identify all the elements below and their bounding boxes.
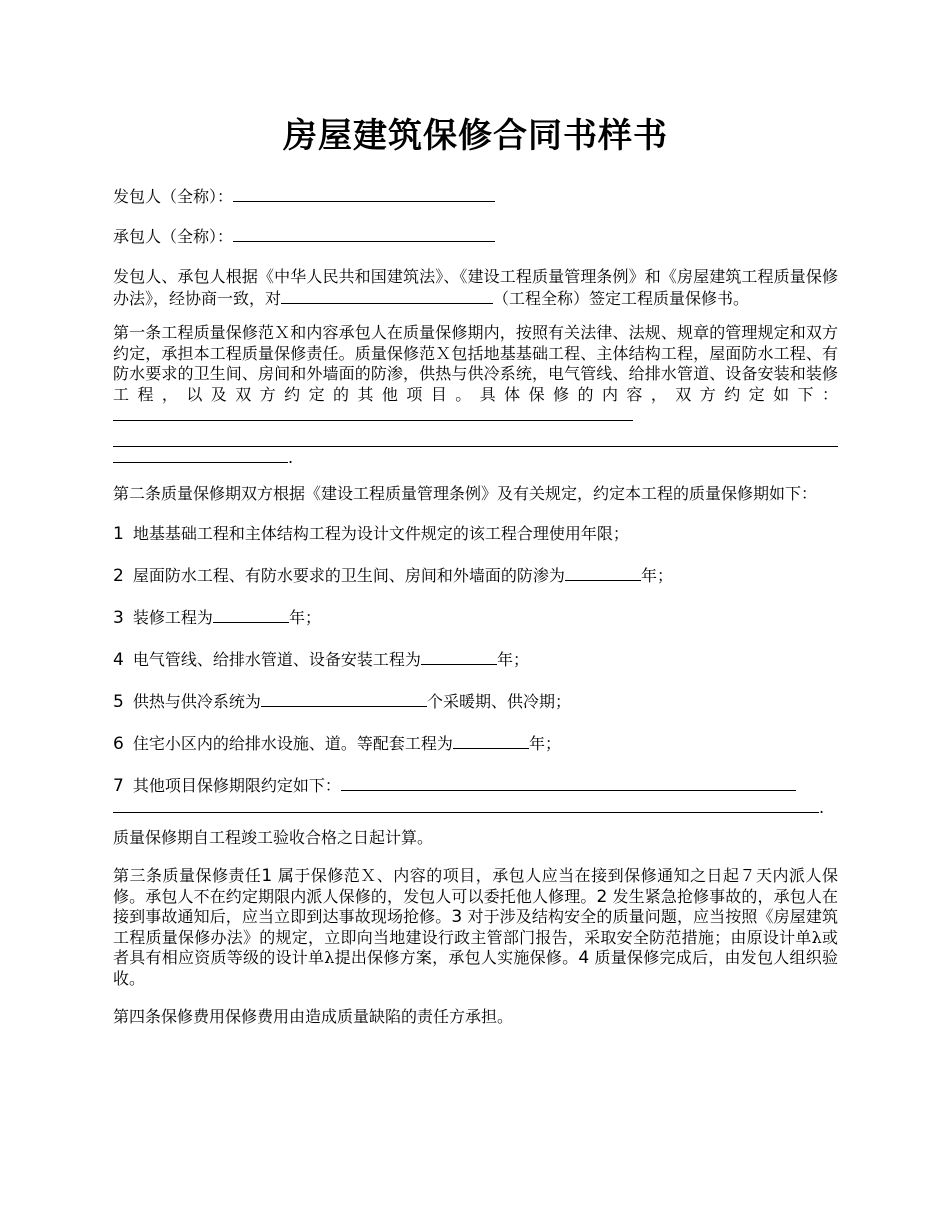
period-item-7: [113, 775, 838, 818]
article-3-text: [113, 866, 838, 989]
item-5-blank[interactable]: [261, 691, 427, 707]
period-item-6: [113, 733, 838, 755]
responsibility-3: 对于涉及结构安全的质量问题，应当按照《房屋建筑工程质量保修办法》的规定，立即向当地建设行政主管部门报告，采取安全防范措施；由原设计单λ或者具有相应资质等级的设计单λ提出保修方案，承包人实施保修。: [113, 907, 838, 967]
employer-blank[interactable]: [233, 186, 495, 202]
item-text: 住宅小区内的给排水设施、道。等配套工程为: [132, 733, 453, 753]
article-1-period: .: [288, 447, 294, 467]
item-text: 装修工程为: [132, 607, 213, 627]
period-item-1: [113, 523, 838, 545]
item-number: 2: [113, 565, 124, 586]
item-suffix: 个采暖期、供冷期；: [426, 691, 571, 711]
responsibility-number-1: 1: [261, 866, 273, 886]
article-1-blank-line[interactable]: [113, 427, 838, 447]
item-suffix: 年；: [640, 565, 673, 585]
item-3-blank[interactable]: [213, 607, 289, 623]
employer-field-row: [113, 186, 838, 208]
article-1-blank-inline[interactable]: [113, 405, 633, 421]
responsibility-2: 发生紧急抢修事故的，承包人在接到事故通知后，应当立即到达事故现场抢修。: [113, 886, 838, 926]
item-7-blank-end[interactable]: [113, 797, 819, 813]
contractor-blank[interactable]: [233, 226, 495, 242]
responsibility-1: 属于保修范Ｘ、内容的项目，承包人应当在接到保修通知之日起７天内派人保修。承包人不在约定期限内派人保修的，发包人可以委托他人修理。: [113, 866, 838, 906]
period-item-7-line: [113, 775, 838, 797]
responsibility-4: 质量保修完成后，由发包人组织验收。: [113, 948, 838, 988]
item-7-period: .: [819, 797, 825, 817]
intro-paragraph: [113, 267, 838, 309]
item-number: 3: [113, 607, 124, 628]
employer-label: 发包人（全称）：: [113, 187, 234, 206]
period-item-5: [113, 691, 838, 713]
contractor-field-row: [113, 226, 838, 248]
article-2-text: 第二条质量保修期双方根据《建设工程质量管理条例》及有关规定，约定本工程的质量保修期如下：: [113, 484, 818, 503]
responsibility-number-4: 4: [578, 948, 590, 968]
item-text: 电气管线、给排水管道、设备安装工程为: [132, 649, 421, 669]
warranty-note: 质量保修期自工程竣工验收合格之日起计算。: [113, 827, 434, 847]
responsibility-number-3: 3: [451, 907, 463, 927]
article-1-body: 第一条工程质量保修范Ｘ和内容承包人在质量保修期内，按照有关法律、法规、规章的管理规定和双方约定，承担本工程质量保修责任。质量保修范Ｘ包括地基基础工程、主体结构工程，屋面防水工程、有防水要求的卫生间、房间和外墙面的防渗，供热与供冷系统，电气管线、给排水管道、设备安装和装修工程，以及双方约定的其他项目。具体保修的内容，双方约定如下：: [113, 323, 838, 404]
intro-text-2: （工程全称）签定工程质量保修书。: [493, 288, 750, 308]
item-number: 1: [113, 523, 124, 544]
article-1-blank-end[interactable]: [113, 447, 288, 463]
item-number: 6: [113, 733, 124, 754]
document-title: 房屋建筑保修合同书样书: [283, 116, 668, 156]
item-suffix: 年；: [496, 649, 529, 669]
period-item-4: [113, 649, 838, 671]
period-item-7-last-line: [113, 797, 838, 818]
item-suffix: 年；: [288, 607, 321, 627]
item-text: 地基基础工程和主体结构工程为设计文件规定的该工程合理使用年限；: [132, 523, 629, 543]
responsibility-number-2: 2: [596, 886, 608, 907]
article-3-heading: 第三条质量保修责任: [113, 866, 262, 885]
article-1: [113, 323, 838, 468]
item-7-blank-inline[interactable]: [341, 775, 796, 791]
item-number: 4: [113, 649, 124, 670]
item-number: 7: [113, 775, 124, 796]
item-text: 其他项目保修期限约定如下：: [132, 775, 341, 795]
item-number: 5: [113, 691, 124, 712]
project-name-blank[interactable]: [281, 288, 493, 304]
item-4-blank[interactable]: [421, 649, 497, 665]
article-1-last-line: [113, 447, 838, 469]
period-item-3: [113, 607, 838, 629]
article-4-text: 第四条保修费用保修费用由造成质量缺陷的责任方承担。: [113, 1007, 514, 1026]
item-text: 供热与供冷系统为: [132, 691, 261, 711]
item-2-blank[interactable]: [565, 565, 641, 581]
article-1-text: [113, 323, 838, 427]
contractor-label: 承包人（全称）：: [113, 226, 234, 246]
item-text: 屋面防水工程、有防水要求的卫生间、房间和外墙面的防渗为: [132, 565, 565, 585]
item-suffix: 年；: [528, 733, 561, 753]
period-item-2: [113, 565, 838, 587]
item-6-blank[interactable]: [453, 733, 529, 749]
intro-text-1: 发包人、承包人根据《中华人民共和国建筑法》、《建设工程质量管理条例》和《房屋建筑工程质量保修办法》，经协商一致，对: [113, 267, 838, 308]
